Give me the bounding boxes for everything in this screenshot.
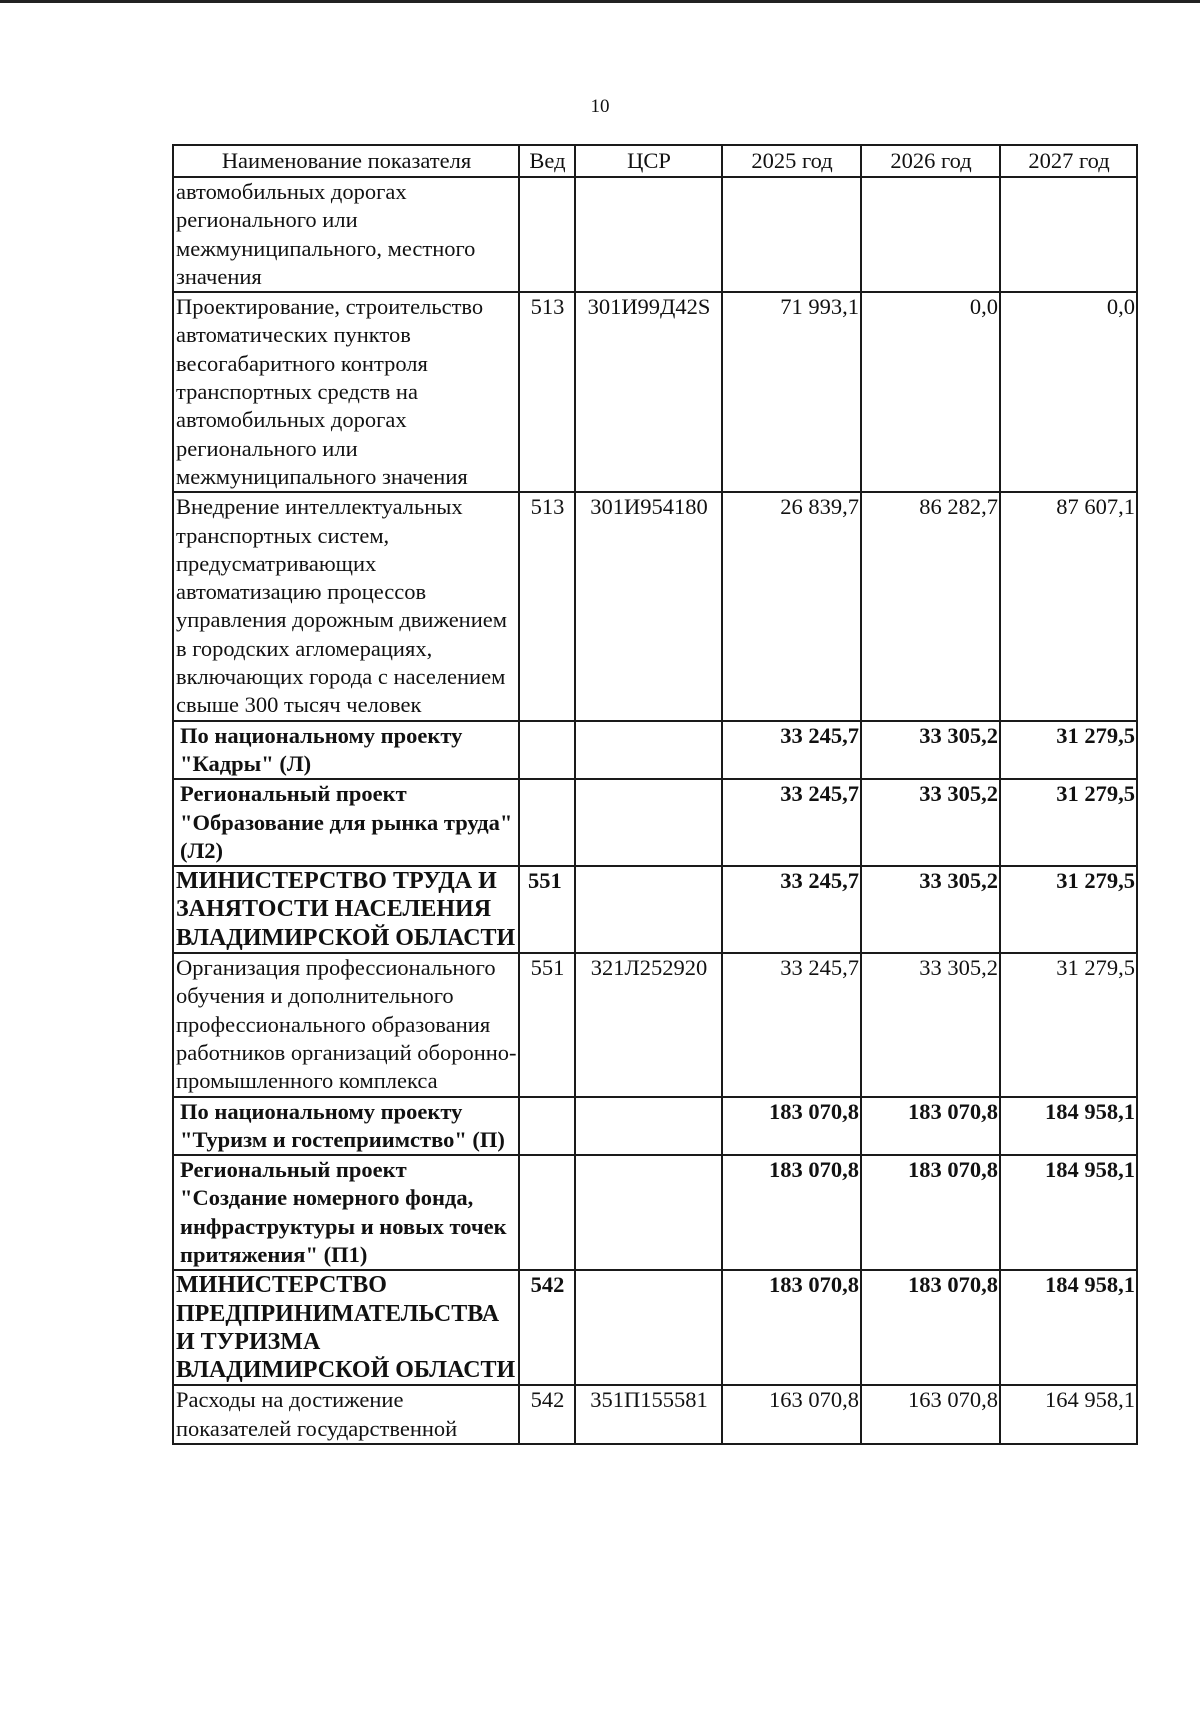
row-2026: 33 305,2 (861, 866, 1000, 953)
row-ved: 513 (519, 292, 575, 492)
row-2025: 183 070,8 (722, 1155, 861, 1270)
table-row-ministry (173, 866, 1137, 953)
table-row-national-project (173, 1097, 1137, 1156)
budget-table (172, 144, 1138, 1445)
row-csr: 301И99Д42S (575, 292, 722, 492)
header-csr: ЦСР (575, 145, 722, 177)
header-ved: Вед (519, 145, 575, 177)
row-2026: 163 070,8 (861, 1385, 1000, 1444)
table-row (173, 177, 1137, 292)
header-2025: 2025 год (722, 145, 861, 177)
row-2025: 163 070,8 (722, 1385, 861, 1444)
row-2027: 0,0 (1000, 292, 1137, 492)
row-2025: 33 245,7 (722, 953, 861, 1096)
row-name: Проектирование, строительство автоматических пунктов весогабаритного контроля транспортных средств на автомобильных дорогах регионального или межмуниципального значения (173, 292, 519, 492)
row-name: Региональный проект "Образование для рынка труда" (Л2) (173, 779, 519, 866)
row-2026: 183 070,8 (861, 1155, 1000, 1270)
row-2027: 87 607,1 (1000, 492, 1137, 720)
row-csr: 321Л252920 (575, 953, 722, 1096)
row-2025: 183 070,8 (722, 1097, 861, 1156)
row-2025: 71 993,1 (722, 292, 861, 492)
row-2026: 0,0 (861, 292, 1000, 492)
row-csr (575, 177, 722, 292)
row-csr (575, 1097, 722, 1156)
row-csr: 351П155581 (575, 1385, 722, 1444)
row-2027: 31 279,5 (1000, 953, 1137, 1096)
page-number: 10 (590, 96, 610, 117)
row-2026: 183 070,8 (861, 1270, 1000, 1385)
row-csr (575, 1155, 722, 1270)
row-2025: 183 070,8 (722, 1270, 861, 1385)
row-ved (519, 721, 575, 780)
row-name: По национальному проекту "Туризм и гостеприимство" (П) (173, 1097, 519, 1156)
row-csr (575, 721, 722, 780)
row-2027: 184 958,1 (1000, 1155, 1137, 1270)
row-2026: 183 070,8 (861, 1097, 1000, 1156)
table-row (173, 492, 1137, 720)
row-2025: 33 245,7 (722, 721, 861, 780)
row-name: Расходы на достижение показателей государственной (173, 1385, 519, 1444)
table-row (173, 1385, 1137, 1444)
row-csr (575, 1270, 722, 1385)
table-row (173, 953, 1137, 1096)
row-2027: 31 279,5 (1000, 866, 1137, 953)
row-ved (519, 779, 575, 866)
row-csr (575, 779, 722, 866)
table-row-ministry (173, 1270, 1137, 1385)
row-name: МИНИСТЕРСТВО ПРЕДПРИНИМАТЕЛЬСТВА И ТУРИЗМА ВЛАДИМИРСКОЙ ОБЛАСТИ (173, 1270, 519, 1385)
header-2027: 2027 год (1000, 145, 1137, 177)
row-name: Внедрение интеллектуальных транспортных систем, предусматривающих автоматизацию процессов управления дорожным движением в городских агломерациях, включающих города с населением свыше 300 тысяч человек (173, 492, 519, 720)
table-header-row (173, 145, 1137, 177)
row-2027: 31 279,5 (1000, 721, 1137, 780)
row-2026: 33 305,2 (861, 721, 1000, 780)
row-name: МИНИСТЕРСТВО ТРУДА И ЗАНЯТОСТИ НАСЕЛЕНИЯ ВЛАДИМИРСКОЙ ОБЛАСТИ (173, 866, 519, 953)
row-2027 (1000, 177, 1137, 292)
table-row-regional-project (173, 779, 1137, 866)
row-2025 (722, 177, 861, 292)
row-ved: 542 (519, 1270, 575, 1385)
row-name: автомобильных дорогах регионального или межмуниципального, местного значения (173, 177, 519, 292)
top-border-line (0, 0, 1200, 3)
header-2026: 2026 год (861, 145, 1000, 177)
row-name: Региональный проект "Создание номерного фонда, инфраструктуры и новых точек притяжения" (П1) (173, 1155, 519, 1270)
row-csr: 301И954180 (575, 492, 722, 720)
header-name: Наименование показателя (173, 145, 519, 177)
row-2027: 164 958,1 (1000, 1385, 1137, 1444)
row-2027: 184 958,1 (1000, 1270, 1137, 1385)
row-name: По национальному проекту "Кадры" (Л) (173, 721, 519, 780)
row-name: Организация профессионального обучения и дополнительного профессионального образования работников организаций оборонно-промышленного комплекса (173, 953, 519, 1096)
row-ved: 542 (519, 1385, 575, 1444)
row-ved (519, 177, 575, 292)
row-ved: 513 (519, 492, 575, 720)
row-2027: 184 958,1 (1000, 1097, 1137, 1156)
row-2026 (861, 177, 1000, 292)
row-csr (575, 866, 722, 953)
row-ved (519, 1155, 575, 1270)
row-2025: 33 245,7 (722, 779, 861, 866)
row-2027: 31 279,5 (1000, 779, 1137, 866)
row-ved (519, 1097, 575, 1156)
row-2026: 33 305,2 (861, 779, 1000, 866)
row-2026: 86 282,7 (861, 492, 1000, 720)
row-2025: 26 839,7 (722, 492, 861, 720)
row-2025: 33 245,7 (722, 866, 861, 953)
row-2026: 33 305,2 (861, 953, 1000, 1096)
table-row-regional-project (173, 1155, 1137, 1270)
table-row-national-project (173, 721, 1137, 780)
row-ved: 551 (519, 953, 575, 1096)
row-ved: 551 (519, 866, 575, 953)
table-row (173, 292, 1137, 492)
